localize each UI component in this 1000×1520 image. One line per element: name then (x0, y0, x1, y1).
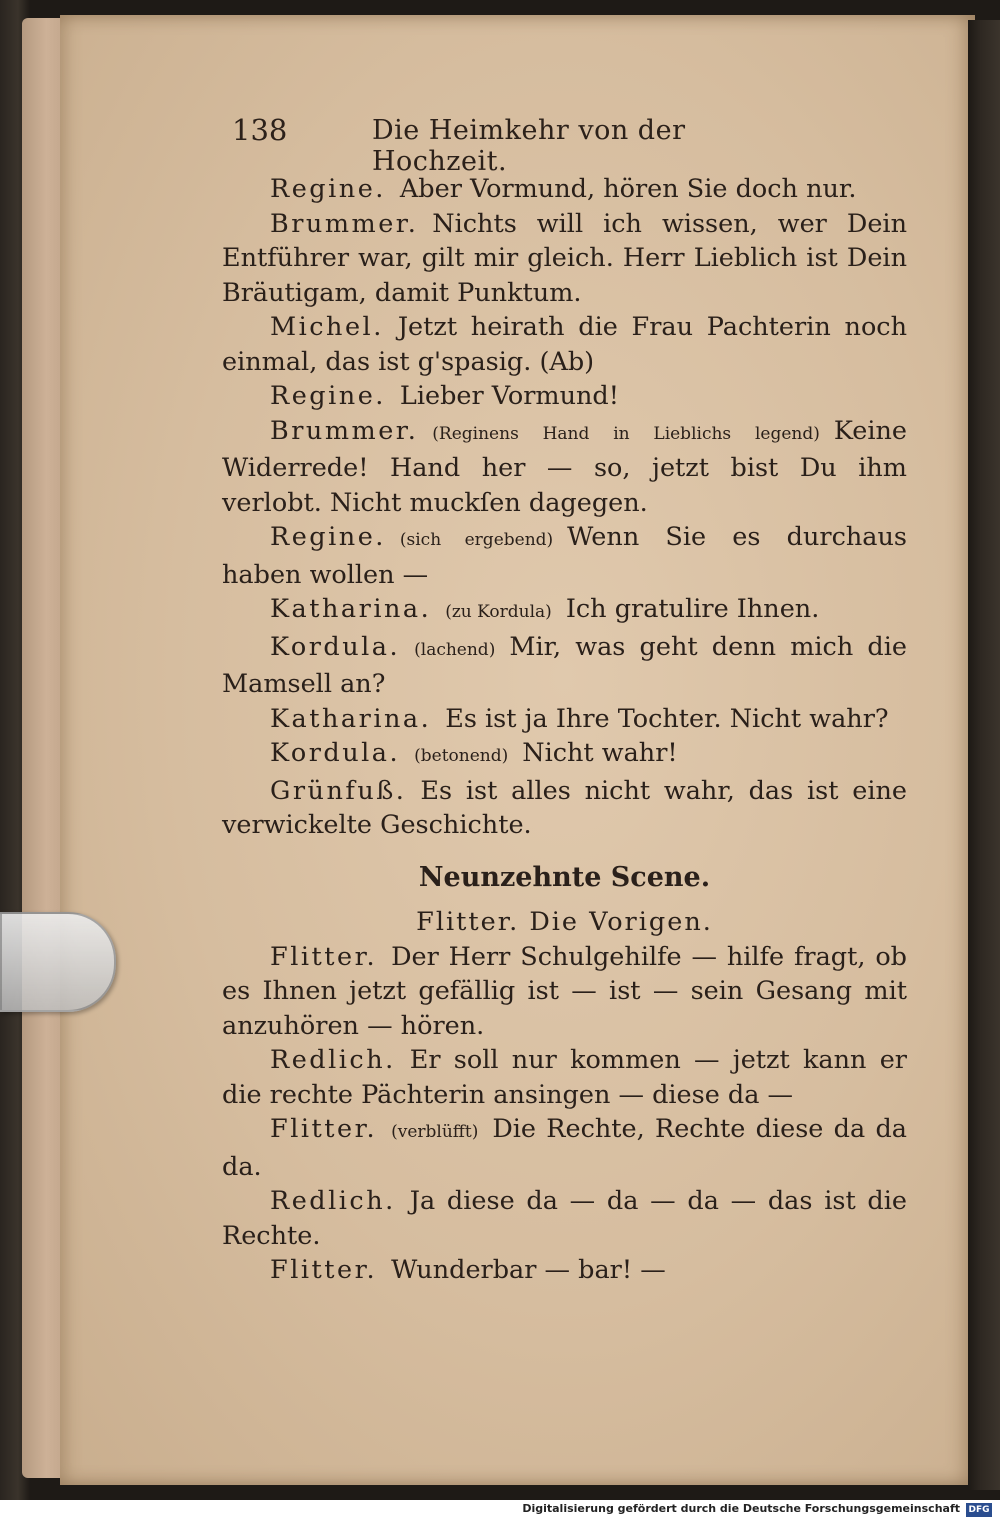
book-gutter (968, 20, 1000, 1490)
dialogue-text: Keine Widerrede! Hand her — so, jetzt bist Du ihm verlobt. Nicht muckſen dagegen. (222, 415, 907, 518)
speaker-name: Regine. (270, 381, 386, 411)
dialogue-text: Der Herr Schulgehilfe — hilfe fragt, ob es Ihnen jetzt gefällig ist — ist — sein Gesang mit anzuhören — hören. (222, 941, 907, 1041)
dialogue-line (222, 1253, 907, 1288)
stage-direction: (zu Kordula) (445, 602, 552, 622)
dialogue-line (222, 520, 907, 592)
speaker-name: Regine. (270, 522, 386, 552)
dialogue-line (222, 736, 907, 774)
dialogue-line (222, 940, 907, 1044)
dialogue-text: Nicht wahr! (522, 738, 678, 768)
dialogue-text: Mir, was geht denn mich die Mamsell an? (222, 631, 907, 699)
dialogue-line (222, 1043, 907, 1112)
speaker-name: Brummer. (270, 208, 419, 239)
speaker-name: Brummer. (270, 415, 419, 446)
dialogue-line (222, 1112, 907, 1184)
stage-direction: (sich ergebend) (399, 530, 554, 550)
footer-credit: Digitalisierung gefördert durch die Deutsche Forschungsgemeinschaft (522, 1502, 960, 1515)
speaker-name: Michel. (270, 312, 384, 342)
dialogue-line (222, 702, 907, 737)
speaker-name: Kordula. (270, 738, 401, 768)
speaker-name: Redlich. (270, 1045, 396, 1075)
running-title: Die Heimkehr von der Hochzeit. (372, 115, 686, 177)
speaker-name: Katharina. (270, 703, 432, 734)
stage-direction: (lachend) (414, 639, 496, 660)
stage-direction: (verblüfft) (391, 1122, 479, 1142)
speaker-name: Katharina. (270, 594, 432, 624)
dialogue-text: Nichts will ich wissen, wer Dein Entführer war, gilt mir gleich. Herr Lieblich ist Dein Bräutigam, damit Punktum. (222, 208, 907, 308)
dialogue-line (222, 414, 907, 521)
dialogue-text: Lieber Vormund! (399, 381, 619, 411)
dialogue-text: Es ist ja Ihre Tochter. Nicht wahr? (445, 703, 889, 734)
dialogue-line (222, 774, 907, 843)
dialogue-block-1 (222, 172, 907, 843)
cast-line: Flitter. Die Vorigen. (416, 907, 713, 937)
scene-heading: Neunzehnte Scene. (418, 861, 711, 893)
speaker-name: Flitter. (270, 941, 378, 972)
dialogue-line (222, 207, 907, 311)
dialogue-line (222, 1184, 907, 1253)
page-header (232, 113, 792, 177)
speaker-name: Regine. (270, 174, 386, 204)
stage-direction: (betonend) (414, 746, 509, 766)
dialogue-text: Ja diese da — da — da — das ist die Rechte. (222, 1186, 907, 1251)
plastic-page-clip (0, 912, 116, 1012)
dialogue-text: Wunderbar — bar! — (391, 1255, 666, 1285)
dialogue-text: Wenn Sie es durchaus haben wollen — (222, 522, 908, 590)
dialogue-line (222, 310, 907, 379)
dialogue-text: Die Rechte, Rechte diese da da da. (222, 1114, 907, 1182)
dialogue-line (222, 172, 907, 207)
dialogue-text: Ich gratulire Ihnen. (565, 594, 820, 624)
dialogue-line (222, 630, 907, 702)
stage-direction: (Reginens Hand in Lieblichs legend) (432, 423, 820, 444)
speaker-name: Flitter. (270, 1114, 378, 1144)
speaker-name: Flitter. (270, 1255, 378, 1285)
dialogue-line (222, 592, 907, 630)
dialogue-text: Es ist alles nicht wahr, das ist eine verwickelte Geschichte. (222, 775, 907, 840)
speaker-name: Grünfuß. (270, 775, 407, 806)
dialogue-line (222, 379, 907, 414)
speaker-name: Redlich. (270, 1186, 396, 1216)
speaker-name: Kordula. (270, 631, 401, 662)
dialogue-text: Er soll nur kommen — jetzt kann er die rechte Pächterin ansingen — diese da — (222, 1045, 907, 1110)
page-number: 138 (232, 113, 288, 147)
page-body (222, 172, 907, 1288)
footer-bar (0, 1500, 1000, 1520)
dialogue-block-2 (222, 940, 907, 1288)
dialogue-text: Jetzt heirath die Frau Pachterin noch einmal, das ist g'spasig. (Ab) (222, 312, 907, 377)
dfg-logo: DFG (966, 1503, 992, 1517)
dialogue-text: Aber Vormund, hören Sie doch nur. (399, 174, 857, 204)
